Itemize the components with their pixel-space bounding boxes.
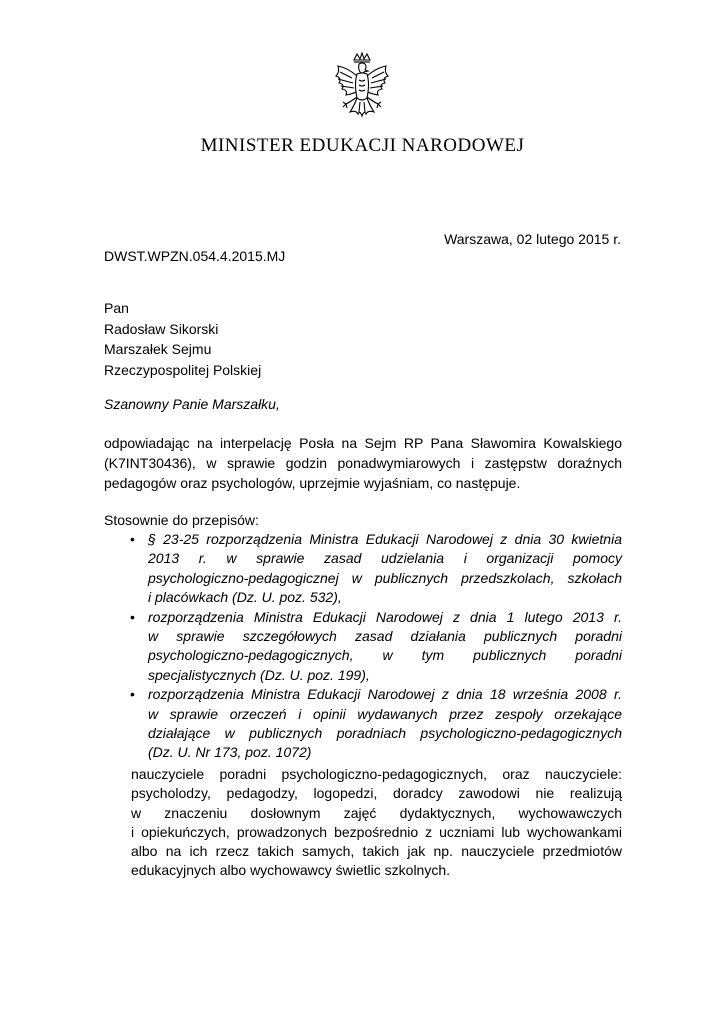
addressee-block bbox=[104, 298, 261, 380]
list-item-line: 2013 r. w sprawie zasad udzielania i organizacji pomocy bbox=[148, 550, 622, 567]
paragraph-line: edukacyjnych albo wychowawcy świetlic szkolnych. bbox=[131, 862, 451, 879]
paragraph-line: w znaczeniu dosłownym zajęć dydaktycznych, wychowawczych bbox=[131, 804, 622, 821]
list-item bbox=[104, 530, 622, 608]
list-item-line: § 23-25 rozporządzenia Ministra Edukacji Narodowej z dnia 30 kwietnia bbox=[148, 531, 622, 547]
reference-number: DWST.WPZN.054.4.2015.MJ bbox=[104, 248, 286, 264]
list-item-line: w sprawie orzeczeń i opinii wydawanych przez zespoły orzekające bbox=[148, 705, 622, 722]
list-item bbox=[104, 608, 622, 686]
bullet-icon: • bbox=[130, 686, 135, 703]
regulations-lead: Stosownie do przepisów: bbox=[104, 512, 259, 528]
addressee-line: Pan bbox=[104, 300, 129, 316]
salutation: Szanowny Panie Marszałku, bbox=[104, 396, 280, 412]
paragraph-line: albo na ich rzecz takich samych, takich jak np. nauczyciele przedmiotów bbox=[131, 843, 622, 860]
list-item-line: psychologiczno-pedagogicznej w publicznych przedszkolach, szkołach bbox=[148, 569, 622, 586]
paragraph-line: pedagogów oraz psychologów, uprzejmie wyjaśniam, co następuje. bbox=[104, 475, 521, 491]
paragraph-line: (K7INT30436), w sprawie godzin ponadwymiarowych i zastępstw doraźnych bbox=[104, 455, 622, 471]
list-item bbox=[104, 685, 622, 763]
list-item-line: (Dz. U. Nr 173, poz. 1072) bbox=[148, 744, 312, 761]
regulations-list bbox=[104, 530, 622, 763]
ministry-name: MINISTER EDUKACJI NARODOWEJ bbox=[200, 135, 525, 156]
list-item-line: psychologiczno-pedagogicznych, w tym publicznych poradni bbox=[148, 647, 622, 664]
list-item-line: w sprawie szczegółowych zasad działania publicznych poradni bbox=[148, 628, 622, 645]
bullet-icon: • bbox=[130, 608, 135, 625]
list-item-line: i placówkach (Dz. U. poz. 532), bbox=[148, 589, 342, 606]
addressee-line: Radosław Sikorski bbox=[104, 320, 219, 337]
addressee-line: Marszałek Sejmu bbox=[104, 341, 212, 357]
paragraph-line: odpowiadając na interpelację Posła na Sejm RP Pana Sławomira Kowalskiego bbox=[104, 435, 622, 451]
paragraph-line: i opiekuńczych, prowadzonych bezpośrednio z uczniami lub wychowankami bbox=[131, 823, 622, 840]
list-item-line: działające w publicznych poradniach psychologiczno-pedagogicznych bbox=[148, 725, 622, 742]
place-date: Warszawa, 02 lutego 2015 r. bbox=[444, 231, 621, 247]
list-item-line: rozporządzenia Ministra Edukacji Narodowej z dnia 1 lutego 2013 r. bbox=[148, 608, 622, 625]
intro-paragraph bbox=[104, 433, 622, 493]
paragraph-line: psycholodzy, pedagodzy, logopedzi, doradcy zawodowi nie realizują bbox=[131, 785, 622, 802]
paragraph-line: nauczyciele poradni psychologiczno-pedagogicznych, oraz nauczyciele: bbox=[131, 766, 622, 782]
addressee-line: Rzeczypospolitej Polskiej bbox=[104, 361, 262, 378]
bullet-icon: • bbox=[130, 531, 135, 547]
polish-eagle-emblem-icon bbox=[330, 52, 394, 130]
list-item-line: specjalistycznych (Dz. U. poz. 199), bbox=[148, 666, 370, 683]
list-item-line: rozporządzenia Ministra Edukacji Narodowej z dnia 18 września 2008 r. bbox=[148, 686, 622, 703]
conclusion-paragraph bbox=[131, 765, 622, 881]
